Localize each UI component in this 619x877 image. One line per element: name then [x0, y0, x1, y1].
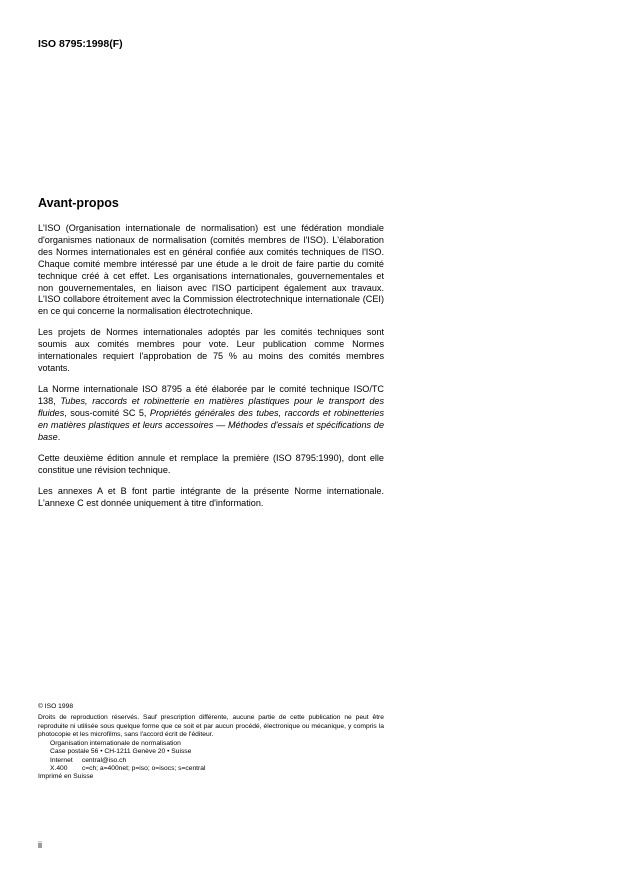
paragraph-5: Les annexes A et B font partie intégrante de la présente Norme internationale. L'annexe C est donnée uniquement à titre d'information.	[38, 485, 384, 508]
paragraph-1: L'ISO (Organisation internationale de normalisation) est une fédération mondiale d'organismes nationaux de normalisation (comités membres de l'ISO). L'élaboration des Normes internationales est en général confiée aux comités techniques de l'ISO. Chaque comité membre intéressé par une étude a le droit de faire partie du comité technique créé à cet effet. Les organisations internationales, gouvernementales et non gouvernementales, en liaison avec l'ISO participent également aux travaux. L'ISO collabore étroitement avec la Commission électrotechnique internationale (CEI) en ce qui concerne la normalisation électrotechnique.	[38, 223, 384, 317]
internet-value: central@iso.ch	[81, 756, 127, 764]
document-id: ISO 8795:1998(F)	[38, 38, 123, 50]
page-number: ii	[38, 840, 42, 850]
copyright-notice: © ISO 1998	[38, 703, 74, 710]
address-block	[38, 740, 384, 773]
p3-text-a: La Norme internationale ISO 8795 a été élaborée par le comité technique ISO/TC 138,	[38, 384, 384, 407]
internet-line	[50, 757, 384, 765]
x400-line	[50, 765, 384, 773]
org-name: Organisation internationale de normalisation	[50, 740, 181, 748]
copyright-footer	[38, 703, 384, 782]
x400-value: c=ch; a=400net; p=iso; o=isocs; s=central	[81, 765, 206, 773]
postal-address: Case postale 56 • CH-1211 Genève 20 • Suisse	[50, 748, 192, 756]
x400-label: X.400	[50, 765, 68, 773]
paragraph-2: Les projets de Normes internationales adoptés par les comités techniques sont soumis aux comités membres pour vote. Leur publication comme Normes internationales requiert l'approbation de 75 % au moins des comités membres votants.	[38, 327, 384, 374]
internet-label: Internet	[50, 756, 73, 764]
p3-sc-title: Propriétés générales des tubes, raccords et robinetteries en matières plastiques et leurs accessoires — Méthodes d'essais et spécifications de base	[38, 408, 384, 442]
paragraph-3	[38, 384, 384, 444]
rights-statement: Droits de reproduction réservés. Sauf prescription différente, aucune partie de cette publication ne peut être reproduite ni utilisée sous quelque forme que ce soit et par aucun procédé, électronique ou mécanique, y compris la photocopie et les microfilms, sans l'accord écrit de l'éditeur.	[38, 714, 384, 738]
foreword-body	[38, 223, 384, 510]
section-title: Avant-propos	[38, 196, 119, 210]
p3-text-c: , sous-comité SC 5,	[64, 408, 150, 419]
paragraph-4: Cette deuxième édition annule et remplace la première (ISO 8795:1990), dont elle constitue une révision technique.	[38, 452, 384, 475]
p3-tc-title: Tubes, raccords et robinetterie en matières plastiques pour le transport des fluides	[38, 396, 384, 419]
printed-in: Imprimé en Suisse	[38, 773, 94, 781]
p3-text-e: .	[57, 431, 61, 442]
